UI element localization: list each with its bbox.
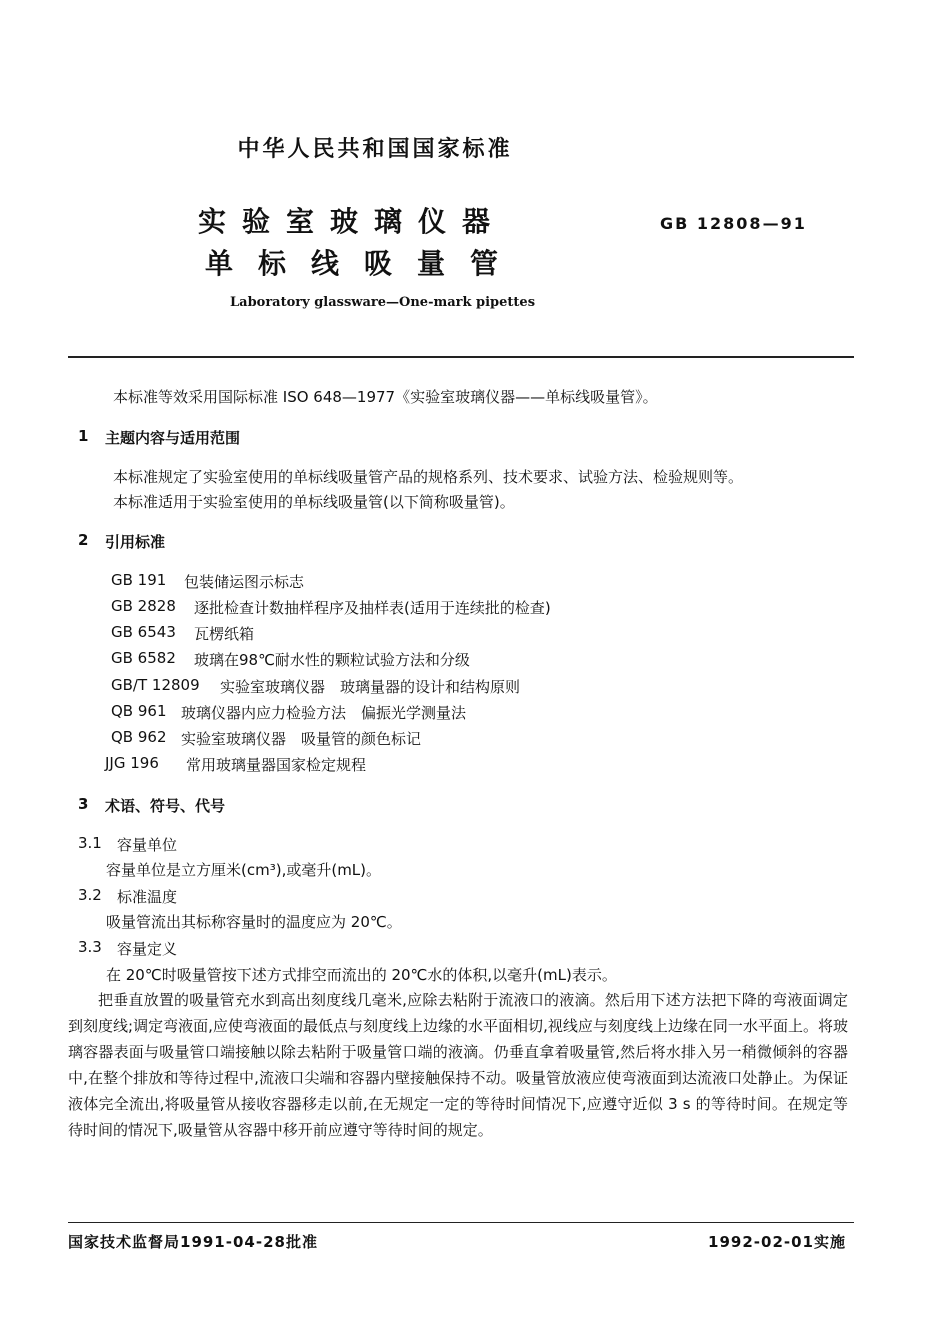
footer-divider <box>68 1222 854 1223</box>
reference-item <box>111 597 551 617</box>
subsection-3-3-text-2: 把垂直放置的吸量管充水到高出刻度线几毫米,应除去粘附于流液口的液滴。然后用下述方法把下降的弯液面调定到刻度线;调定弯液面,应使弯液面的最低点与刻度线上边缘的水平面相切,视线应与刻度线上边缘在同一水平面上。将玻璃容器表面与吸量管口端接触以除去粘附于吸量管口端的液滴。仍垂直拿着吸量管,然后将水排入另一稍微倾斜的容器中,在整个排放和等待过程中,流液口尖端和容器内壁接触保持不动。吸量管放液应使弯液面到达流液口处静止。为保证液体完全流出,将吸量管从接收容器移走以前,在无规定一定的等待时间情况下,应遵守近似 3 s 的等待时间。在规定等待时间的情况下,吸量管从容器中移开前应遵守等待时间的规定。 <box>68 991 848 1139</box>
reference-code: GB 191 <box>111 571 167 589</box>
subsection-3-1-number: 3.1 <box>78 834 102 852</box>
reference-title: 实验室玻璃仪器 吸量管的颜色标记 <box>181 730 422 748</box>
header-divider <box>68 356 854 358</box>
reference-code: QB 961 <box>111 702 167 720</box>
subsection-3-2-number: 3.2 <box>78 886 102 904</box>
reference-code: GB 6582 <box>111 649 176 667</box>
reference-code: GB/T 12809 <box>111 676 200 694</box>
reference-item <box>105 754 367 774</box>
section-1-para-1: 本标准规定了实验室使用的单标线吸量管产品的规格系列、技术要求、试验方法、检验规则等。 <box>113 468 744 486</box>
subsection-3-3-text-1: 在 20℃时吸量管按下述方式排空而流出的 20℃水的体积,以毫升(mL)表示。 <box>106 966 617 984</box>
reference-code: GB 2828 <box>111 597 176 615</box>
implementation-date: 1992-02-01实施 <box>708 1233 846 1251</box>
reference-title: 玻璃仪器内应力检验方法 偏振光学测量法 <box>181 704 467 722</box>
section-3-title: 术语、符号、代号 <box>105 797 226 815</box>
reference-title: 实验室玻璃仪器 玻璃量器的设计和结构原则 <box>220 678 521 696</box>
document-title-line2: 单标线吸量管 <box>205 247 524 280</box>
reference-item <box>111 702 467 722</box>
section-3-number: 3 <box>78 795 89 813</box>
standard-number: GB 12808—91 <box>660 214 807 233</box>
reference-title: 逐批检查计数抽样程序及抽样表(适用于连续批的检查) <box>194 599 551 617</box>
subsection-3-1-text: 容量单位是立方厘米(cm³),或毫升(mL)。 <box>106 861 382 879</box>
reference-title: 玻璃在98℃耐水性的颗粒试验方法和分级 <box>194 651 470 669</box>
reference-title: 包装储运图示标志 <box>184 573 305 591</box>
english-title: Laboratory glassware—One-mark pipettes <box>230 295 536 310</box>
intro-text: 本标准等效采用国际标准 ISO 648—1977《实验室玻璃仪器——单标线吸量管》。 <box>113 388 658 406</box>
reference-title: 常用玻璃量器国家检定规程 <box>186 756 367 774</box>
subsection-3-3-title: 容量定义 <box>117 940 178 958</box>
section-1-number: 1 <box>78 427 89 445</box>
subsection-3-1-title: 容量单位 <box>117 836 178 854</box>
reference-title: 瓦楞纸箱 <box>194 625 255 643</box>
reference-item <box>111 649 470 669</box>
subsection-3-3-number: 3.3 <box>78 938 102 956</box>
approval-info: 国家技术监督局1991-04-28批准 <box>68 1233 318 1251</box>
reference-item <box>111 623 255 643</box>
reference-item <box>111 728 422 748</box>
subsection-3-2-text: 吸量管流出其标称容量时的温度应为 20℃。 <box>106 913 402 931</box>
section-1-para-2: 本标准适用于实验室使用的单标线吸量管(以下简称吸量管)。 <box>113 493 515 511</box>
reference-code: GB 6543 <box>111 623 176 641</box>
issuing-authority-heading: 中华人民共和国国家标准 <box>237 137 513 162</box>
reference-code: QB 962 <box>111 728 167 746</box>
section-2-number: 2 <box>78 531 89 549</box>
reference-item <box>111 571 305 591</box>
reference-code: JJG 196 <box>105 754 159 772</box>
subsection-3-2-title: 标准温度 <box>117 888 178 906</box>
section-1-title: 主题内容与适用范围 <box>105 429 241 447</box>
document-title-line1: 实验室玻璃仪器 <box>198 205 507 238</box>
section-2-title: 引用标准 <box>105 533 166 551</box>
reference-item <box>111 676 521 696</box>
